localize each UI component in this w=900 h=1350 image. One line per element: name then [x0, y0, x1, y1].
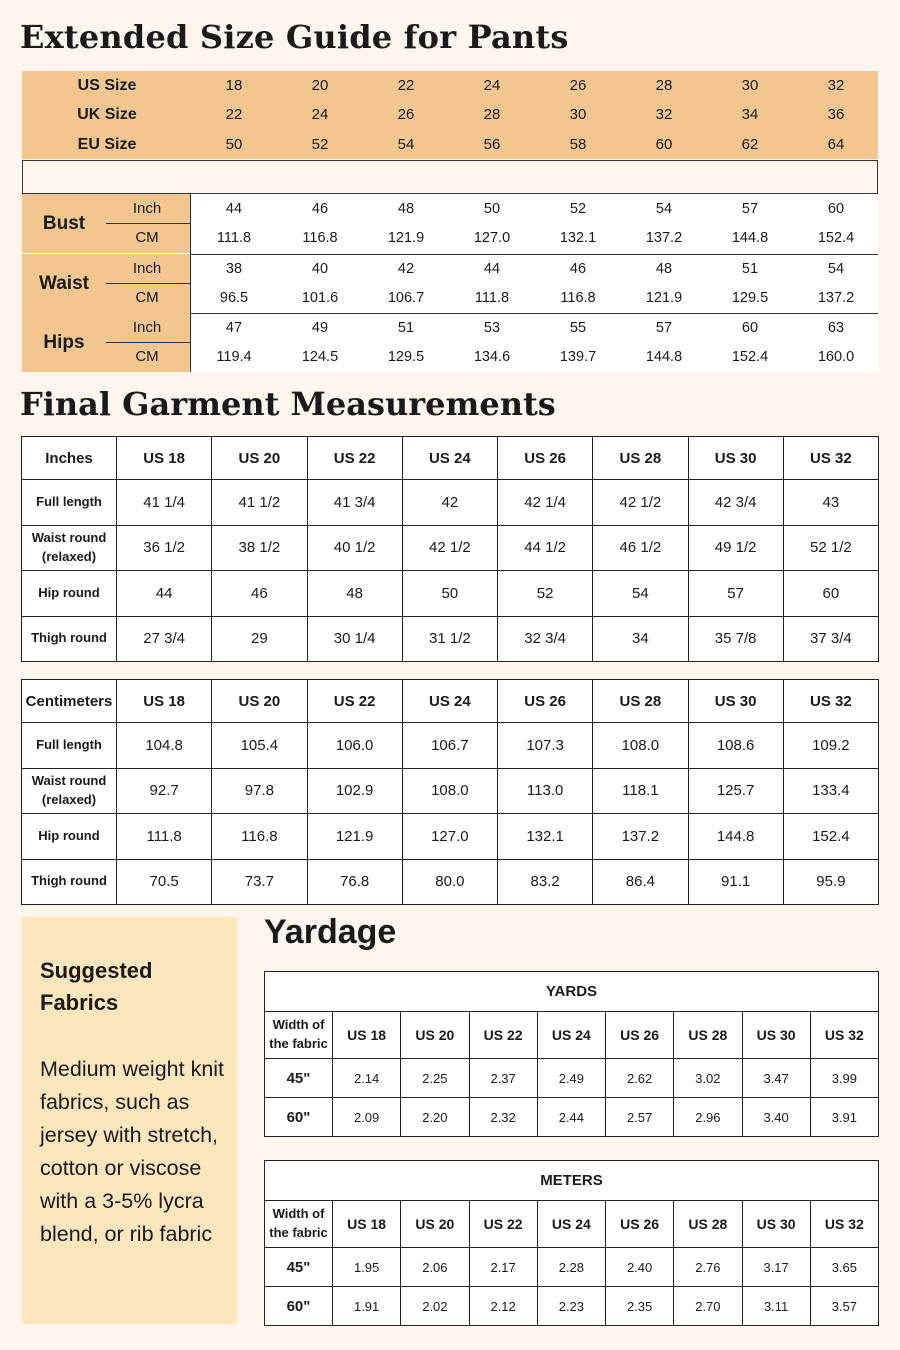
- fabrics-title: Suggested Fabrics: [40, 958, 153, 1015]
- table-cell: 104.8: [117, 723, 212, 769]
- table-cell: 3.17: [742, 1248, 810, 1287]
- inch-value: 60: [741, 320, 759, 336]
- table-cell: 118.1: [593, 768, 688, 814]
- table-cell: 108.0: [593, 723, 688, 769]
- inch-value: 42: [397, 260, 415, 277]
- table-cell: 80.0: [402, 859, 497, 905]
- table-cell: 2.12: [469, 1287, 537, 1326]
- inch-value: 51: [397, 320, 415, 336]
- table-cell: 2.44: [537, 1098, 605, 1137]
- size-value: 28: [655, 77, 673, 94]
- size-value: 20: [311, 77, 329, 94]
- row-label: [22, 814, 117, 860]
- yardage-yards-table: [264, 971, 879, 1137]
- row-label-note: (relaxed): [41, 548, 97, 564]
- table-cell: 42 1/4: [498, 480, 593, 526]
- cm-value: 160.0: [817, 349, 855, 365]
- row-label: [22, 525, 117, 571]
- table-cell: 46: [212, 571, 307, 617]
- inch-value: 53: [483, 320, 501, 336]
- size-header: US 20: [212, 680, 307, 723]
- meters-heading: METERS: [265, 1161, 879, 1201]
- inch-value: 40: [311, 260, 329, 277]
- size-value: 26: [569, 77, 587, 94]
- measurement-values: [190, 194, 878, 253]
- cm-value: 127.0: [473, 230, 511, 246]
- table-cell: 54: [593, 571, 688, 617]
- width-label-line1: Width of: [272, 1206, 325, 1222]
- size-value: 22: [397, 77, 415, 94]
- table-cell: 41 1/4: [117, 480, 212, 526]
- cm-value: 121.9: [645, 289, 683, 306]
- row-divider: [190, 254, 878, 255]
- inch-value: 46: [311, 201, 329, 217]
- table-corner-label: Inches: [22, 437, 117, 480]
- size-header: US 26: [498, 437, 593, 480]
- unit-cm-label: CM: [135, 229, 159, 246]
- table-cell: 3.91: [810, 1098, 878, 1137]
- row-label-text: Thigh round: [31, 873, 107, 889]
- table-row: [265, 1098, 879, 1137]
- table-cell: 102.9: [307, 768, 402, 814]
- row-label-text: Hip round: [38, 584, 100, 600]
- table-row: [22, 616, 879, 662]
- size-value: 34: [741, 106, 759, 124]
- measurement-group-bust: [22, 194, 878, 253]
- row-label: [22, 859, 117, 905]
- size-header: US 32: [810, 1201, 878, 1248]
- size-header: US 20: [401, 1201, 469, 1248]
- inch-value: 55: [569, 320, 587, 336]
- yardage-meters-table: [264, 1160, 879, 1326]
- table-row: [265, 1287, 879, 1326]
- table-cell: 34: [593, 616, 688, 662]
- table-cell: 2.37: [469, 1059, 537, 1098]
- row-label-text: Waist round: [31, 529, 107, 545]
- table-cell: 2.40: [606, 1248, 674, 1287]
- size-row-label: UK Size: [77, 106, 137, 124]
- suggested-fabrics-panel: [22, 917, 237, 1324]
- fabrics-description: Medium weight knit fabrics, such as jersey with stretch, cotton or viscose with a 3-5% lycra blend, or rib fabric: [40, 1057, 225, 1246]
- table-cell: 3.02: [674, 1059, 742, 1098]
- table-cell: 83.2: [498, 859, 593, 905]
- width-label-line2: the fabric: [269, 1036, 328, 1051]
- yards-heading: YARDS: [265, 972, 879, 1012]
- unit-cm-label: CM: [135, 348, 159, 365]
- inch-value: 46: [569, 260, 587, 277]
- cm-value: 137.2: [817, 289, 855, 306]
- table-cell: 133.4: [783, 768, 878, 814]
- size-value: 36: [827, 106, 845, 124]
- table-cell: 3.57: [810, 1287, 878, 1326]
- table-row: [265, 1059, 879, 1098]
- table-cell: 111.8: [117, 814, 212, 860]
- width-label-line1: Width of: [272, 1017, 325, 1033]
- size-header: US 24: [402, 680, 497, 723]
- size-header: US 22: [469, 1012, 537, 1059]
- inch-value: 50: [483, 201, 501, 217]
- table-cell: 35 7/8: [688, 616, 783, 662]
- measurement-name: Bust: [42, 213, 86, 234]
- size-row: [22, 100, 878, 129]
- table-cell: 137.2: [593, 814, 688, 860]
- size-value: 30: [569, 106, 587, 124]
- table-cell: 44: [117, 571, 212, 617]
- inch-value: 63: [827, 320, 845, 336]
- table-cell: 70.5: [117, 859, 212, 905]
- size-header: US 32: [783, 680, 878, 723]
- cm-value: 116.8: [560, 289, 596, 306]
- inch-value: 44: [483, 260, 501, 277]
- table-row: [22, 814, 879, 860]
- table-cell: 2.57: [606, 1098, 674, 1137]
- table-cell: 107.3: [498, 723, 593, 769]
- cm-value: 111.8: [216, 230, 252, 246]
- table-cell: 3.47: [742, 1059, 810, 1098]
- table-cell: 42 1/2: [593, 480, 688, 526]
- inch-value: 47: [225, 320, 243, 336]
- table-cell: 152.4: [783, 814, 878, 860]
- unit-inch-label: Inch: [132, 319, 162, 336]
- size-value: 24: [483, 77, 501, 94]
- size-value: 30: [741, 77, 759, 94]
- table-cell: 32 3/4: [498, 616, 593, 662]
- body-measurements-table: [22, 194, 878, 372]
- cm-value: 96.5: [219, 289, 249, 306]
- size-value: 32: [827, 77, 845, 94]
- size-header: US 30: [688, 680, 783, 723]
- table-cell: 86.4: [593, 859, 688, 905]
- size-value: 58: [569, 135, 587, 153]
- cm-value: 137.2: [645, 230, 683, 246]
- table-cell: 2.49: [537, 1059, 605, 1098]
- table-cell: 42: [402, 480, 497, 526]
- inch-value: 48: [397, 201, 415, 217]
- row-label: [22, 768, 117, 814]
- inch-value: 52: [569, 201, 587, 217]
- table-cell: 106.7: [402, 723, 497, 769]
- width-label: [265, 1201, 333, 1248]
- table-row: [22, 525, 879, 571]
- table-cell: 109.2: [783, 723, 878, 769]
- garment-centimeters-table: [21, 679, 879, 905]
- size-header: US 32: [810, 1012, 878, 1059]
- fabric-width: 45": [265, 1059, 333, 1098]
- size-value: 18: [225, 77, 243, 94]
- table-cell: 2.35: [606, 1287, 674, 1326]
- inch-value: 48: [655, 260, 673, 277]
- size-header: US 28: [674, 1201, 742, 1248]
- cm-value: 119.4: [216, 349, 252, 365]
- table-cell: 73.7: [212, 859, 307, 905]
- table-cell: 3.40: [742, 1098, 810, 1137]
- cm-value: 132.1: [559, 230, 597, 246]
- cm-value: 101.6: [301, 289, 339, 306]
- width-label: [265, 1012, 333, 1059]
- table-cell: 36 1/2: [117, 525, 212, 571]
- size-conversion-header: [22, 71, 878, 159]
- inch-value: 57: [655, 320, 673, 336]
- measurement-group-waist: [22, 254, 878, 313]
- table-cell: 2.17: [469, 1248, 537, 1287]
- width-label-line2: the fabric: [269, 1225, 328, 1240]
- table-cell: 3.11: [742, 1287, 810, 1326]
- table-cell: 27 3/4: [117, 616, 212, 662]
- table-cell: 95.9: [783, 859, 878, 905]
- table-row: [265, 1248, 879, 1287]
- size-value: 54: [397, 135, 415, 153]
- size-row-label: EU Size: [77, 135, 137, 153]
- table-cell: 2.20: [401, 1098, 469, 1137]
- size-value: 60: [655, 135, 673, 153]
- table-cell: 42 3/4: [688, 480, 783, 526]
- table-cell: 41 3/4: [307, 480, 402, 526]
- table-cell: 121.9: [307, 814, 402, 860]
- inch-value: 51: [741, 260, 759, 277]
- garment-measurements-title: Final Garment Measurements: [20, 385, 556, 423]
- table-cell: 48: [307, 571, 402, 617]
- table-cell: 125.7: [688, 768, 783, 814]
- size-header: US 28: [593, 680, 688, 723]
- table-cell: 2.62: [606, 1059, 674, 1098]
- garment-inches-table: [21, 436, 879, 662]
- size-value: 26: [397, 106, 415, 124]
- fabric-width: 60": [265, 1098, 333, 1137]
- size-row: [22, 71, 878, 100]
- size-value: 52: [311, 135, 329, 153]
- table-cell: 2.76: [674, 1248, 742, 1287]
- size-row: [22, 130, 878, 159]
- table-cell: 108.0: [402, 768, 497, 814]
- table-cell: 91.1: [688, 859, 783, 905]
- measurement-values: [190, 313, 878, 372]
- table-corner-label: Centimeters: [22, 680, 117, 723]
- inch-value: 44: [225, 201, 243, 217]
- table-cell: 127.0: [402, 814, 497, 860]
- row-label: [22, 723, 117, 769]
- yardage-title: Yardage: [264, 913, 397, 951]
- table-cell: 46 1/2: [593, 525, 688, 571]
- inch-value: 49: [311, 320, 329, 336]
- table-cell: 2.96: [674, 1098, 742, 1137]
- cm-value: 152.4: [731, 349, 769, 365]
- cm-value: 139.7: [559, 349, 597, 365]
- table-cell: 52: [498, 571, 593, 617]
- inch-value: 38: [225, 260, 243, 277]
- size-header: US 32: [783, 437, 878, 480]
- table-cell: 1.91: [333, 1287, 401, 1326]
- size-header: US 26: [498, 680, 593, 723]
- table-row: [22, 571, 879, 617]
- size-value: 24: [311, 106, 329, 124]
- table-cell: 1.95: [333, 1248, 401, 1287]
- table-cell: 29: [212, 616, 307, 662]
- table-cell: 2.23: [537, 1287, 605, 1326]
- row-label-text: Thigh round: [31, 630, 107, 646]
- table-cell: 92.7: [117, 768, 212, 814]
- table-cell: 2.09: [333, 1098, 401, 1137]
- table-cell: 2.06: [401, 1248, 469, 1287]
- row-label: [22, 480, 117, 526]
- row-label-text: Waist round: [31, 772, 107, 788]
- table-cell: 43: [783, 480, 878, 526]
- size-header: US 24: [537, 1201, 605, 1248]
- table-cell: 116.8: [212, 814, 307, 860]
- table-row: [22, 480, 879, 526]
- size-row-label: US Size: [77, 77, 137, 94]
- table-cell: 132.1: [498, 814, 593, 860]
- cm-value: 152.4: [817, 230, 855, 246]
- fabric-width: 45": [265, 1248, 333, 1287]
- size-header: US 28: [593, 437, 688, 480]
- table-cell: 76.8: [307, 859, 402, 905]
- row-label-text: Hip round: [38, 827, 100, 843]
- size-value: 22: [225, 106, 243, 124]
- size-header: US 30: [742, 1012, 810, 1059]
- table-cell: 144.8: [688, 814, 783, 860]
- size-header: US 20: [212, 437, 307, 480]
- divider-bar: [22, 160, 878, 194]
- table-cell: 3.65: [810, 1248, 878, 1287]
- table-row: [22, 723, 879, 769]
- table-cell: 31 1/2: [402, 616, 497, 662]
- table-cell: 2.14: [333, 1059, 401, 1098]
- table-cell: 42 1/2: [402, 525, 497, 571]
- size-value: 32: [655, 106, 673, 124]
- size-guide-title: Extended Size Guide for Pants: [20, 18, 569, 56]
- table-cell: 2.25: [401, 1059, 469, 1098]
- measurement-name: Hips: [43, 332, 85, 353]
- size-header: US 24: [402, 437, 497, 480]
- size-value: 62: [741, 135, 759, 153]
- table-cell: 108.6: [688, 723, 783, 769]
- size-header: US 22: [307, 680, 402, 723]
- table-cell: 38 1/2: [212, 525, 307, 571]
- size-header: US 28: [674, 1012, 742, 1059]
- unit-inch-label: Inch: [132, 259, 162, 277]
- size-header: US 26: [606, 1201, 674, 1248]
- row-label: [22, 616, 117, 662]
- unit-cm-label: CM: [135, 288, 159, 306]
- table-cell: 2.28: [537, 1248, 605, 1287]
- cm-value: 129.5: [387, 349, 425, 365]
- unit-inch-label: Inch: [132, 200, 162, 217]
- column-divider: [190, 194, 191, 372]
- cm-value: 134.6: [473, 349, 511, 365]
- measurement-name: Waist: [39, 272, 89, 294]
- table-cell: 52 1/2: [783, 525, 878, 571]
- size-value: 56: [483, 135, 501, 153]
- table-cell: 30 1/4: [307, 616, 402, 662]
- table-row: [22, 768, 879, 814]
- table-cell: 50: [402, 571, 497, 617]
- cm-value: 129.5: [731, 289, 769, 306]
- cm-value: 111.8: [474, 289, 510, 306]
- row-label-note: (relaxed): [41, 791, 97, 807]
- table-cell: 3.99: [810, 1059, 878, 1098]
- row-divider: [190, 313, 878, 314]
- cm-value: 124.5: [301, 349, 339, 365]
- cm-value: 121.9: [387, 230, 425, 246]
- size-header: US 18: [333, 1012, 401, 1059]
- cm-value: 116.8: [302, 230, 338, 246]
- size-header: US 26: [606, 1012, 674, 1059]
- table-cell: 106.0: [307, 723, 402, 769]
- inch-value: 54: [827, 260, 845, 277]
- cm-value: 144.8: [645, 349, 683, 365]
- size-header: US 20: [401, 1012, 469, 1059]
- size-value: 50: [225, 135, 243, 153]
- measurement-values: [190, 254, 878, 313]
- cm-value: 144.8: [731, 230, 769, 246]
- table-cell: 113.0: [498, 768, 593, 814]
- row-label-text: Full length: [36, 493, 102, 509]
- table-cell: 2.32: [469, 1098, 537, 1137]
- size-header: US 18: [333, 1201, 401, 1248]
- cm-value: 106.7: [387, 289, 425, 306]
- fabric-width: 60": [265, 1287, 333, 1326]
- table-cell: 37 3/4: [783, 616, 878, 662]
- table-cell: 97.8: [212, 768, 307, 814]
- table-cell: 105.4: [212, 723, 307, 769]
- inch-value: 57: [741, 201, 759, 217]
- table-cell: 57: [688, 571, 783, 617]
- table-cell: 60: [783, 571, 878, 617]
- size-header: US 30: [742, 1201, 810, 1248]
- measurement-group-hips: [22, 313, 878, 372]
- size-header: US 30: [688, 437, 783, 480]
- size-header: US 18: [117, 680, 212, 723]
- size-header: US 18: [117, 437, 212, 480]
- table-cell: 41 1/2: [212, 480, 307, 526]
- size-header: US 24: [537, 1012, 605, 1059]
- table-cell: 2.70: [674, 1287, 742, 1326]
- size-value: 64: [827, 135, 845, 153]
- row-label-text: Full length: [36, 736, 102, 752]
- size-header: US 22: [307, 437, 402, 480]
- table-row: [22, 859, 879, 905]
- table-cell: 44 1/2: [498, 525, 593, 571]
- size-value: 28: [483, 106, 501, 124]
- table-cell: 49 1/2: [688, 525, 783, 571]
- row-label: [22, 571, 117, 617]
- inch-value: 60: [827, 201, 845, 217]
- table-cell: 2.02: [401, 1287, 469, 1326]
- inch-value: 54: [655, 201, 673, 217]
- size-header: US 22: [469, 1201, 537, 1248]
- table-cell: 40 1/2: [307, 525, 402, 571]
